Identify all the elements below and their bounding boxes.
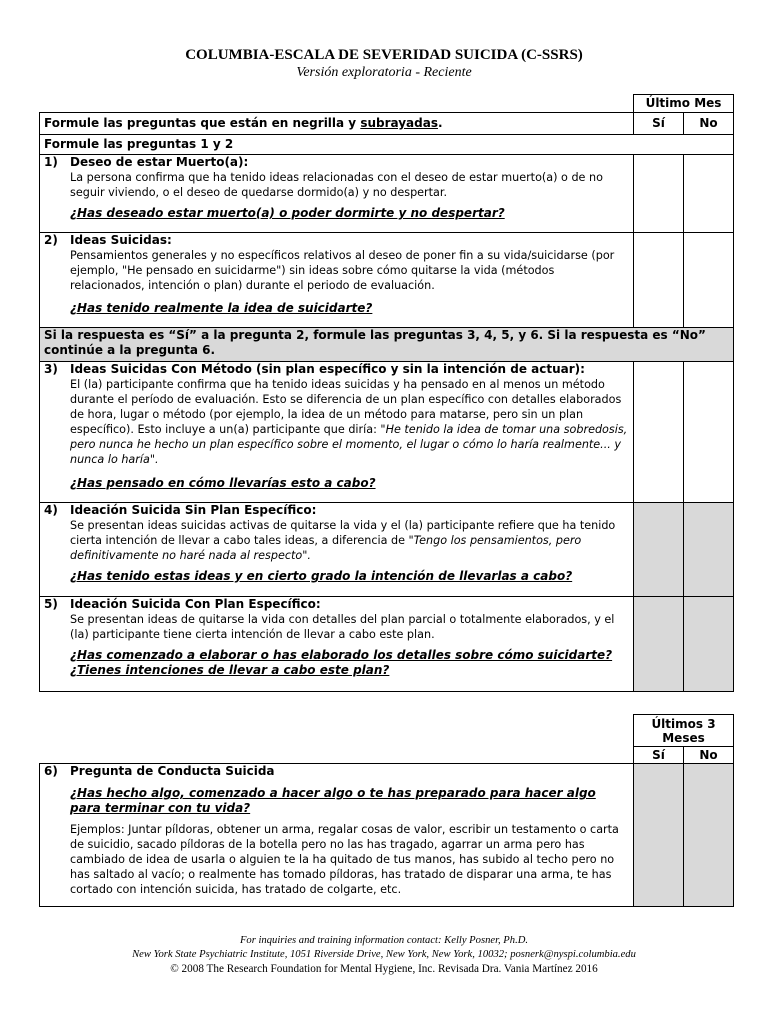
no-header: No [684,113,734,135]
q4-description: Se presentan ideas suicidas activas de quitarse la vida y el (la) participante refiere que ha tenido cierta intención de llevar a cabo tales ideas, a diferencia de [70,519,616,547]
q6-prompt: ¿Has hecho algo, comenzado a hacer algo o te has preparado para hacer algo para terminar con tu vida? [70,786,596,815]
period-header: Último Mes [634,95,734,113]
q5-prompt: ¿Has comenzado a elaborar o has elaborado los detalles sobre cómo suicidarte? ¿Tienes intenciones de llevar a cabo este plan? [70,648,613,677]
no-header-2: No [684,747,734,764]
q2-prompt: ¿Has tenido realmente la idea de suicidarte? [70,301,373,315]
header-spacer [40,95,634,113]
q5-yes-cell[interactable] [634,597,684,692]
section-instruction: Si la respuesta es “Sí” a la pregunta 2, formule las preguntas 3, 4, 5, y 6. Si la respuesta es “No” continúe a la pregunta 6. [40,328,734,362]
question-6 [40,764,634,907]
q4-prompt: ¿Has tenido estas ideas y en cierto grado la intención de llevarlas a cabo? [70,569,573,583]
header-spacer-2 [40,715,634,747]
header-spacer-3 [40,747,634,764]
question-1 [40,155,634,233]
question-3 [40,362,634,503]
q2-title: Ideas Suicidas: [70,233,172,247]
q3-description: El (la) participante confirma que ha tenido ideas suicidas y ha pensado en al menos un método durante el período de evaluación. Esto se diferencia de un plan específico con detalles elaborados de hora, lugar o método (por ejemplo, la idea de un método para matarse, pero sin un plan específico). Esto incluye a un(a) participante que diría: [70,378,622,436]
ideation-table [39,94,734,692]
q5-description: Se presentan ideas de quitarse la vida con detalles del plan parcial o totalmente elaborados, y el (la) participante tiene cierta intención de llevar a cabo este plan. [70,613,615,641]
q1-title: Deseo de estar Muerto(a): [70,155,249,169]
yes-header: Sí [634,113,684,135]
q4-no-cell[interactable] [684,503,734,597]
q6-yes-cell[interactable] [634,764,684,907]
q6-number: 6) [44,764,58,778]
q3-title: Ideas Suicidas Con Método (sin plan específico y sin la intención de actuar): [70,362,585,376]
q5-no-cell[interactable] [684,597,734,692]
instruction-suffix: . [437,116,443,130]
instruction-text: Formule las preguntas que están en negrilla y [44,116,361,130]
q1-no-cell[interactable] [684,155,734,233]
q3-description-block [44,377,629,467]
q3-prompt: ¿Has pensado en cómo llevarías esto a cabo? [70,476,376,490]
q4-description-block [44,518,629,563]
question-5 [40,597,634,692]
q1-number: 1) [44,155,58,169]
q2-number: 2) [44,233,58,247]
yes-header-2: Sí [634,747,684,764]
q6-title: Pregunta de Conducta Suicida [70,764,275,778]
q2-yes-cell[interactable] [634,233,684,328]
q4-number: 4) [44,503,58,517]
footer-contact: For inquiries and training information contact: Kelly Posner, Ph.D. [239,935,529,946]
q6-no-cell[interactable] [684,764,734,907]
q1-description: La persona confirma que ha tenido ideas relacionadas con el deseo de estar muerto(a) o de no seguir viviendo, o el deseo de quedarse dormido(a) y no despertar. [70,171,603,199]
q5-title: Ideación Suicida Con Plan Específico: [70,597,321,611]
question-4 [40,503,634,597]
q3-number: 3) [44,362,58,376]
q3-no-cell[interactable] [684,362,734,503]
instruction-underlined: subrayadas [360,116,438,130]
group-label: Formule las preguntas 1 y 2 [40,135,734,155]
form-title: COLUMBIA-ESCALA DE SEVERIDAD SUICIDA (C-SSRS) [185,47,583,63]
q6-examples: Ejemplos: Juntar píldoras, obtener un arma, regalar cosas de valor, escribir un testamento o carta de suicidio, sacado píldoras de la botella pero no las has tragado, agarrar un arma pero has cambiado de idea de usarla o alguien te la ha quitado de tus manos, has subido al techo pero no has saltado al vacío; o realmente has tomado píldoras, has tratado de disparar una arma, te has cortado con intención suicida, has tratado de colgarte, etc. [70,823,619,896]
form-subtitle: Versión exploratoria - Reciente [296,65,472,80]
q5-number: 5) [44,597,58,611]
q1-prompt: ¿Has deseado estar muerto(a) o poder dormirte y no despertar? [70,206,505,220]
instruction-row [40,113,634,135]
footer-address: New York State Psychiatric Institute, 1051 Riverside Drive, New York, New York, 10032; posnerk@nyspi.columbia.edu [132,949,636,960]
q4-title: Ideación Suicida Sin Plan Específico: [70,503,317,517]
q2-no-cell[interactable] [684,233,734,328]
q2-description: Pensamientos generales y no específicos relativos al deseo de poner fin a su vida/suicidarse (por ejemplo, "He pensado en suicidarme") sin ideas sobre cómo quitarse la vida (métodos relacionados, intención o plan) durante el periodo de evaluación. [70,249,615,292]
question-2 [40,233,634,328]
footer-copyright: © 2008 The Research Foundation for Mental Hygiene, Inc. Revisada Dra. Vania Martínez 2016 [170,963,598,975]
q4-yes-cell[interactable] [634,503,684,597]
q4-quote: "Tengo los pensamientos, pero definitivamente no haré nada al respecto". [70,534,582,562]
q1-yes-cell[interactable] [634,155,684,233]
q3-quote: "He tenido la idea de tomar una sobredosis, pero nunca he hecho un plan específico sobre el momento, el lugar o cómo lo haría realmente... y nunca lo haría". [70,423,628,466]
behavior-table [39,714,734,907]
period-header-2: Últimos 3 Meses [634,715,734,747]
q3-yes-cell[interactable] [634,362,684,503]
